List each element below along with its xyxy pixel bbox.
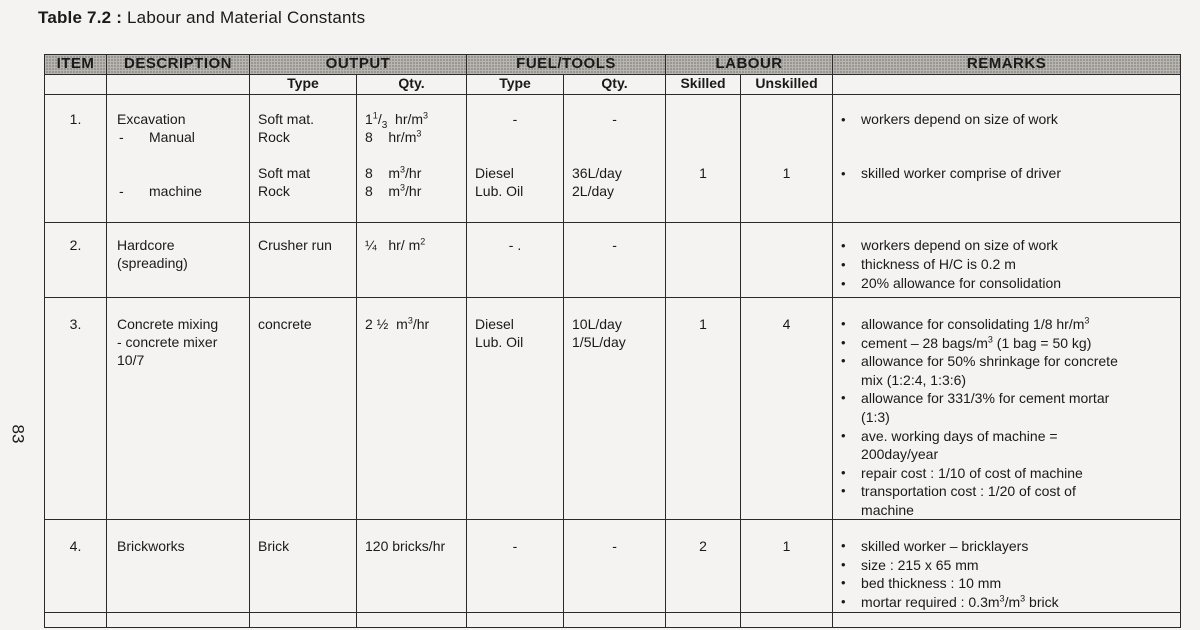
remark-item: • bed thickness : 10 mm — [837, 574, 1059, 593]
header-item: ITEM — [45, 55, 107, 75]
remark-item: • allowance for 331/3% for cement mortar (1:3) — [837, 389, 1118, 426]
table-row — [45, 520, 1181, 613]
remark-item: • repair cost : 1/10 of cost of machine — [837, 464, 1118, 483]
remarks-list — [837, 236, 1061, 293]
unskilled-count: 1 — [782, 165, 791, 181]
subheader-output-qty: Qty. — [357, 75, 467, 95]
output-qty: $1^1/_3$ $hr/m^3$ — [365, 110, 429, 131]
constants-table — [44, 54, 1181, 628]
subheader-fuel-type: Type — [467, 75, 564, 95]
remark-item: • workers depend on size of work — [837, 110, 1058, 129]
description-text: (spreading) — [117, 255, 188, 271]
subheader-skilled: Skilled — [666, 75, 741, 95]
skilled-count: 2 — [699, 538, 707, 554]
description-text: Manual — [149, 129, 195, 145]
output-type: Crusher run — [258, 237, 332, 253]
table-title: Labour and Material Constants — [127, 8, 366, 27]
table-number: Table 7.2 : — [38, 8, 123, 27]
output-type: Rock — [258, 183, 290, 199]
header-row-sub — [45, 75, 1181, 95]
remarks-list — [837, 315, 1118, 520]
unskilled-count: 1 — [782, 538, 791, 554]
remark-item: • workers depend on size of work — [837, 236, 1061, 255]
fuel-qty: - — [612, 237, 617, 253]
remark-item: • 20% allowance for consolidation — [837, 274, 1061, 293]
header-fuel-tools: FUEL/TOOLS — [467, 55, 666, 75]
remark-item: • allowance for consolidating 1/8 $hr/m^3$ — [837, 315, 1118, 334]
output-qty: 8 $m^3/hr$ — [365, 164, 422, 181]
description-text: Hardcore — [117, 237, 175, 253]
output-type: Soft mat. — [258, 111, 315, 127]
output-type: Rock — [258, 129, 290, 145]
remark-item: • size : 215 x 65 mm — [837, 556, 1059, 575]
description-dash: - — [119, 129, 124, 145]
fuel-type: - — [512, 111, 518, 127]
description-text: 10/7 — [117, 352, 145, 368]
description-text: Excavation — [117, 111, 186, 127]
item-number: 4. — [69, 538, 82, 554]
page-number: 83 — [8, 424, 28, 444]
fuel-type: - . — [508, 237, 522, 253]
table-row — [45, 298, 1181, 520]
remarks-list — [837, 164, 1061, 183]
header-description: DESCRIPTION — [107, 55, 250, 75]
fuel-type: Diesel — [475, 165, 514, 181]
skilled-count: 1 — [699, 316, 707, 332]
fuel-qty: 10L/day — [572, 316, 622, 332]
header-row-main — [45, 55, 1181, 75]
output-qty: ¼ hr/ $m^2$ — [365, 236, 426, 253]
fuel-qty: 2L/day — [572, 183, 615, 199]
item-number: 1. — [69, 111, 82, 127]
remarks-list — [837, 537, 1059, 611]
description-text: machine — [149, 183, 202, 199]
fuel-qty: - — [612, 111, 617, 127]
remark-item: • thickness of H/C is 0.2 m — [837, 255, 1061, 274]
subheader-unskilled: Unskilled — [741, 75, 833, 95]
output-type: Soft mat — [258, 165, 311, 181]
remark-item: • transportation cost : 1/20 of cost of machine — [837, 482, 1118, 519]
remark-item: • skilled worker – bricklayers — [837, 537, 1059, 556]
subheader-blank — [833, 75, 1181, 95]
description-text: - concrete mixer — [117, 334, 218, 350]
item-number: 3. — [69, 316, 82, 332]
remark-item: • skilled worker comprise of driver — [837, 164, 1061, 183]
output-type: concrete — [258, 316, 312, 332]
remark-item: • cement – 28 bags/$m^3$ (1 bag = 50 kg) — [837, 334, 1118, 353]
remark-item: • allowance for 50% shrinkage for concrete mix (1:2:4, 1:3:6) — [837, 352, 1118, 389]
fuel-type: Diesel — [475, 316, 514, 332]
table-row — [45, 95, 1181, 223]
header-labour: LABOUR — [666, 55, 833, 75]
description-dash: - — [119, 183, 124, 199]
fuel-type: Lub. Oil — [475, 183, 524, 199]
table-row — [45, 613, 1181, 628]
unskilled-count: 4 — [782, 316, 791, 332]
output-qty: 8 $m^3/hr$ — [365, 182, 422, 199]
remark-item: • mortar required : $0.3m^3/m^3$ brick — [837, 593, 1059, 612]
output-qty: 120 bricks/hr — [365, 538, 446, 554]
subheader-output-type: Type — [250, 75, 357, 95]
remark-item: • ave. working days of machine = 200day/year — [837, 427, 1118, 464]
output-qty: 8 $hr/m^3$ — [365, 128, 422, 145]
fuel-qty: - — [612, 538, 617, 554]
header-remarks: REMARKS — [833, 55, 1181, 75]
fuel-type: Lub. Oil — [475, 334, 524, 350]
item-number: 2. — [69, 237, 82, 253]
fuel-type: - — [512, 538, 518, 554]
remarks-list — [837, 110, 1058, 129]
output-qty: 2 ½ $m^3/hr$ — [365, 315, 430, 332]
description-text: Brickworks — [117, 538, 185, 554]
subheader-blank — [45, 75, 107, 95]
skilled-count: 1 — [699, 165, 707, 181]
table-row — [45, 223, 1181, 298]
output-type: Brick — [258, 538, 290, 554]
subheader-blank — [107, 75, 250, 95]
header-output: OUTPUT — [250, 55, 467, 75]
fuel-qty: 36L/day — [572, 165, 622, 181]
fuel-qty: 1/5L/day — [572, 334, 626, 350]
subheader-fuel-qty: Qty. — [564, 75, 666, 95]
description-text: Concrete mixing — [117, 316, 219, 332]
table-caption — [38, 8, 365, 28]
